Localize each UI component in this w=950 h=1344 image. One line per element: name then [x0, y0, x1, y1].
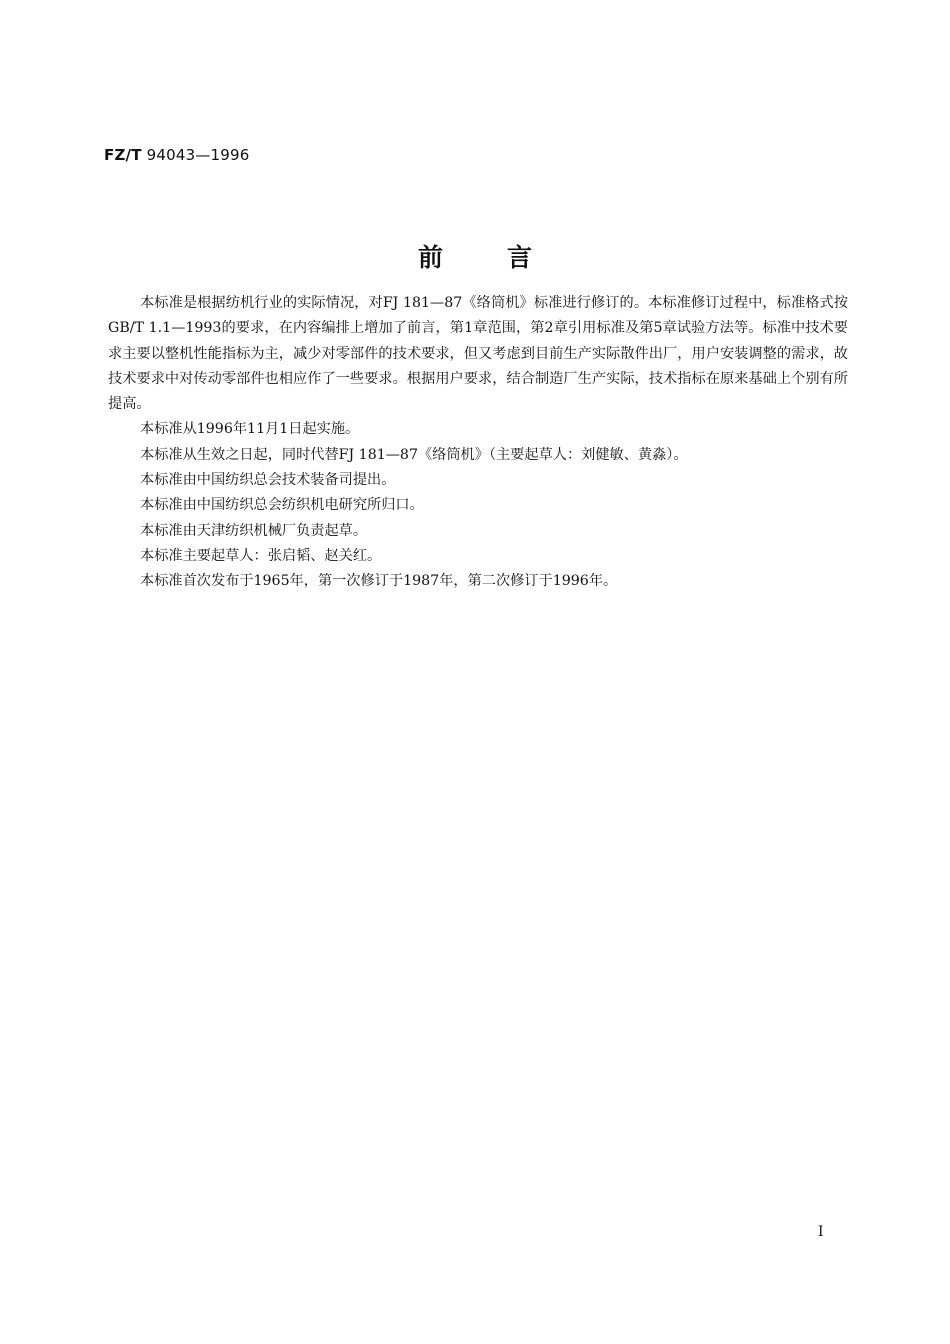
- paragraph-proposed-by: 本标准由中国纺织总会技术装备司提出。: [140, 472, 396, 489]
- foreword-body: [108, 291, 848, 595]
- standard-number: 94043—1996: [146, 146, 250, 164]
- paragraph-revision-background: 本标准是根据纺机行业的实际情况，对FJ 181—87《络筒机》标准进行修订的。本标准修订过程中，标准格式按GB/T 1.1—1993的要求，在内容编排上增加了前言，第1章范围，第2章引用标准及第5章试验方法等。标准中技术要求主要以整机性能指标为主，减少对零部件的技术要求，但又考虑到目前生产实际散件出厂，用户安装调整的需求，故技术要求中对传动零部件也相应作了一些要求。根据用户要求，结合制造厂生产实际，技术指标在原来基础上个别有所提高。: [108, 295, 848, 413]
- page-title: 前言: [417, 243, 596, 272]
- paragraph-publication-history: 本标准首次发布于1965年，第一次修订于1987年，第二次修订于1996年。: [140, 573, 618, 590]
- paragraph-effective-date: 本标准从1996年11月1日起实施。: [140, 421, 360, 438]
- paragraph-main-drafters: 本标准主要起草人：张启韬、赵关红。: [140, 547, 382, 564]
- paragraph-replaces: 本标准从生效之日起，同时代替FJ 181—87《络筒机》（主要起草人：刘健敏、黄淼）。: [140, 446, 688, 463]
- paragraph-administered-by: 本标准由中国纺织总会纺织机电研究所归口。: [140, 497, 424, 514]
- paragraph-drafted-by: 本标准由天津纺织机械厂负责起草。: [140, 522, 368, 539]
- standard-prefix: FZ/T: [104, 146, 142, 164]
- standard-code: [104, 146, 250, 164]
- page-number: I: [818, 1224, 824, 1240]
